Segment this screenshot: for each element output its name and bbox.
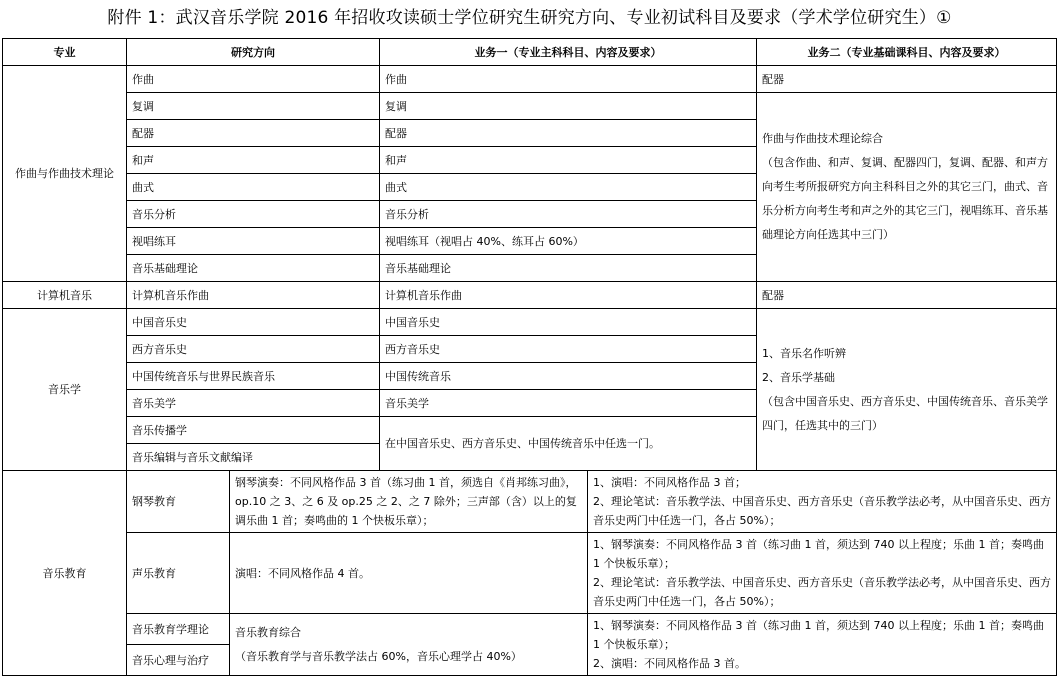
subject-two-line: （包含中国音乐史、西方音乐史、中国传统音乐、音乐美学四门，任选其中的三门） (762, 394, 1048, 432)
subject-two-line: 1、音乐名作听辨 (762, 346, 846, 360)
subject-one-cell: 音乐基础理论 (380, 255, 757, 282)
subject-two-line: 1、钢琴演奏：不同风格作品 3 首（练习曲 1 首，须达到 740 以上程度；乐曲 1 首；奏鸣曲 1 个快板乐章）； (593, 538, 1044, 570)
major-composition: 作曲与作曲技术理论 (3, 66, 127, 282)
subject-one-line: 音乐教育综合 (235, 625, 301, 639)
direction-cell: 复调 (127, 93, 380, 120)
direction-cell: 配器 (127, 120, 380, 147)
direction-cell: 曲式 (127, 174, 380, 201)
subject-one-cell: 复调 (380, 93, 757, 120)
direction-cell: 中国音乐史 (127, 309, 380, 336)
subject-one-cell: 中国音乐史 (380, 309, 757, 336)
subject-two-line: 作曲与作曲技术理论综合 (762, 132, 883, 145)
subject-two-cell (588, 471, 1057, 533)
subject-two-cell: 配器 (757, 66, 1057, 93)
subject-one-cell: 视唱练耳（视唱占 40%、练耳占 60%） (380, 228, 757, 255)
subject-one-cell: 曲式 (380, 174, 757, 201)
header-major: 专业 (3, 39, 127, 66)
direction-cell: 西方音乐史 (127, 336, 380, 363)
subject-one-cell: 中国传统音乐 (380, 363, 757, 390)
requirements-table (2, 38, 1057, 676)
subject-one-cell: 音乐美学 (380, 390, 757, 417)
direction-cell: 中国传统音乐与世界民族音乐 (127, 363, 380, 390)
subject-two-composition (757, 93, 1057, 282)
subject-one-cell: 西方音乐史 (380, 336, 757, 363)
subject-one-cell: 和声 (380, 147, 757, 174)
direction-cell: 音乐教育学理论 (127, 614, 230, 645)
direction-cell: 作曲 (127, 66, 380, 93)
direction-cell: 音乐编辑与音乐文献编译 (127, 444, 380, 471)
header-subject-two: 业务二（专业基础课科目、内容及要求） (757, 39, 1057, 66)
direction-cell: 音乐传播学 (127, 417, 380, 444)
direction-cell: 和声 (127, 147, 380, 174)
header-subject-one: 业务一（专业主科科目、内容及要求） (380, 39, 757, 66)
subject-one-shared: 在中国音乐史、西方音乐史、中国传统音乐中任选一门。 (380, 417, 757, 471)
major-musicology: 音乐学 (3, 309, 127, 471)
header-direction: 研究方向 (127, 39, 380, 66)
subject-two-cell: 配器 (757, 282, 1057, 309)
direction-cell: 音乐基础理论 (127, 255, 380, 282)
subject-one-cell (230, 614, 588, 676)
direction-cell: 音乐心理与治疗 (127, 645, 230, 676)
subject-one-cell: 演唱：不同风格作品 4 首。 (230, 533, 588, 614)
direction-cell: 计算机音乐作曲 (127, 282, 380, 309)
subject-two-cell (588, 614, 1057, 676)
subject-two-line: （包含作曲、和声、复调、配器四门，复调、配器、和声方向考生考所报研究方向主科科目之外的其它三门，曲式、音乐分析方向考生考和声之外的其它三门，视唱练耳、音乐基础理论方向任选其中三门） (762, 156, 1048, 241)
subject-two-line: 2、理论笔试：音乐教学法、中国音乐史、西方音乐史（音乐教学法必考，从中国音乐史、西方音乐史两门中任选一门，各占 50%）； (593, 576, 1051, 608)
direction-cell: 钢琴教育 (127, 471, 230, 533)
direction-cell: 视唱练耳 (127, 228, 380, 255)
direction-cell: 音乐分析 (127, 201, 380, 228)
subject-one-cell: 配器 (380, 120, 757, 147)
subject-two-line: 1、钢琴演奏：不同风格作品 3 首（练习曲 1 首，须达到 740 以上程度；乐曲 1 首；奏鸣曲 1 个快板乐章）； (593, 619, 1044, 651)
major-computer-music: 计算机音乐 (3, 282, 127, 309)
subject-two-line: 2、理论笔试：音乐教学法、中国音乐史、西方音乐史（音乐教学法必考，从中国音乐史、西方音乐史两门中任选一门，各占 50%）； (593, 495, 1051, 527)
subject-one-line: （音乐教育学与音乐教学法占 60%，音乐心理学占 40%） (235, 649, 522, 663)
subject-two-line: 2、音乐学基础 (762, 370, 835, 384)
subject-two-line: 2、演唱：不同风格作品 3 首。 (593, 657, 746, 670)
subject-two-line: 1、演唱：不同风格作品 3 首； (593, 476, 746, 489)
subject-one-cell: 音乐分析 (380, 201, 757, 228)
subject-one-cell: 计算机音乐作曲 (380, 282, 757, 309)
page-title: 附件 1：武汉音乐学院 2016 年招收攻读硕士学位研究生研究方向、专业初试科目及要求（学术学位研究生）① (107, 8, 952, 28)
subject-one-cell: 钢琴演奏：不同风格作品 3 首（练习曲 1 首，须选自《肖邦练习曲》，op.10 之 3、之 6 及 op.25 之 2、之 7 除外；三声部（含）以上的复调乐曲 1 首；奏鸣曲的 1 个快板乐章）； (230, 471, 588, 533)
subject-two-cell (588, 533, 1057, 614)
direction-cell: 音乐美学 (127, 390, 380, 417)
subject-one-cell: 作曲 (380, 66, 757, 93)
direction-cell: 声乐教育 (127, 533, 230, 614)
major-music-education: 音乐教育 (3, 471, 127, 676)
subject-two-musicology (757, 309, 1057, 471)
